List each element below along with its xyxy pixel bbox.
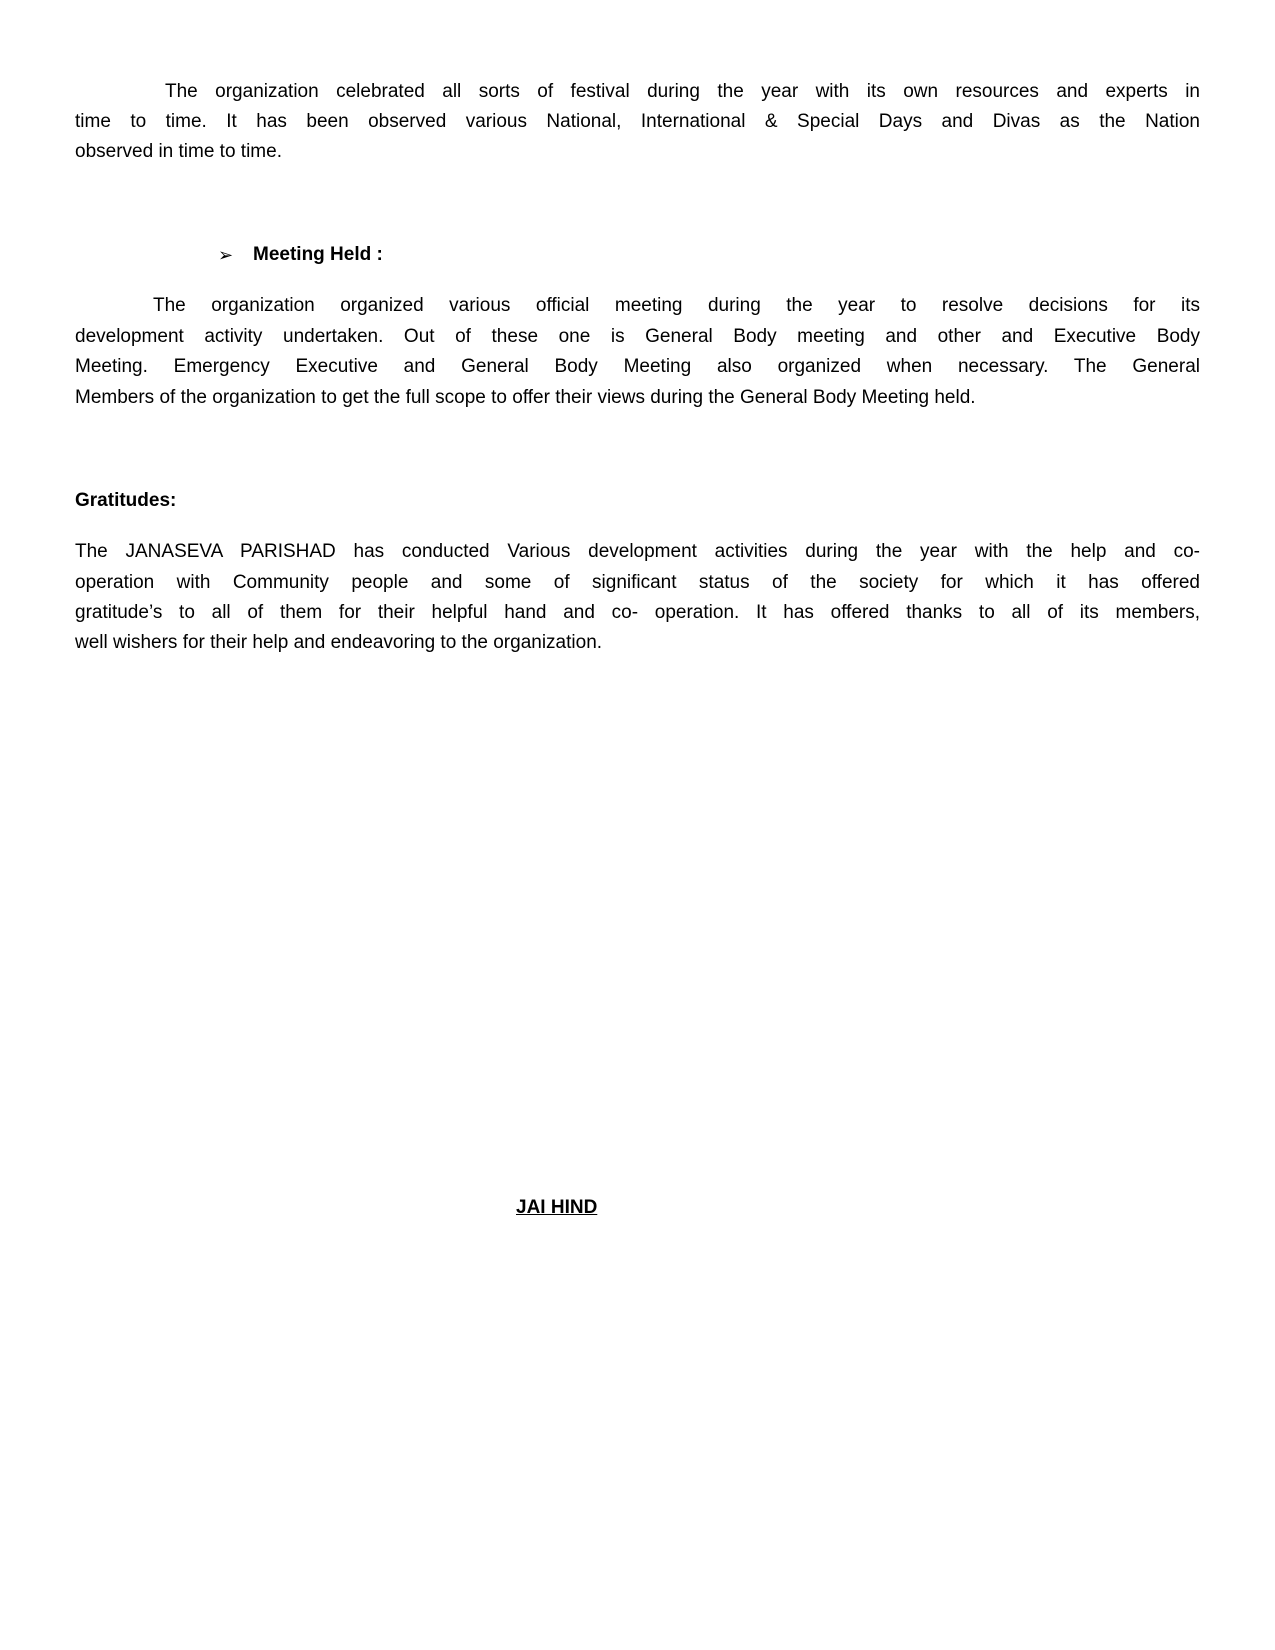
paragraph-line: operation with Community people and some of significant status of the society for which it has offered — [75, 572, 1200, 593]
paragraph-line: development activity undertaken. Out of these one is General Body meeting and other and Executive Body — [75, 326, 1200, 347]
paragraph-line: gratitude’s to all of them for their helpful hand and co- operation. It has offered thanks to all of its members, — [75, 602, 1200, 623]
paragraph-line: Members of the organization to get the full scope to offer their views during the General Body Meeting held. — [75, 387, 976, 408]
gratitudes-heading: Gratitudes: — [75, 490, 177, 511]
paragraph-line: The JANASEVA PARISHAD has conducted Various development activities during the year with the help and co- — [75, 541, 1200, 562]
paragraph-line: Meeting. Emergency Executive and General Body Meeting also organized when necessary. The General — [75, 356, 1200, 377]
paragraph-line: The organization organized various official meeting during the year to resolve decisions for its — [153, 295, 1200, 316]
paragraph-line: observed in time to time. — [75, 141, 282, 162]
closing-jai-hind: JAI HIND — [516, 1197, 598, 1218]
arrowhead-bullet-icon: ➢ — [218, 245, 234, 265]
meeting-heading: Meeting Held : — [253, 244, 383, 265]
paragraph-line: The organization celebrated all sorts of festival during the year with its own resources and experts in — [165, 81, 1200, 102]
paragraph-line: well wishers for their help and endeavoring to the organization. — [75, 632, 603, 653]
paragraph-line: time to time. It has been observed various National, International & Special Days and Divas as the Nation — [75, 111, 1200, 132]
